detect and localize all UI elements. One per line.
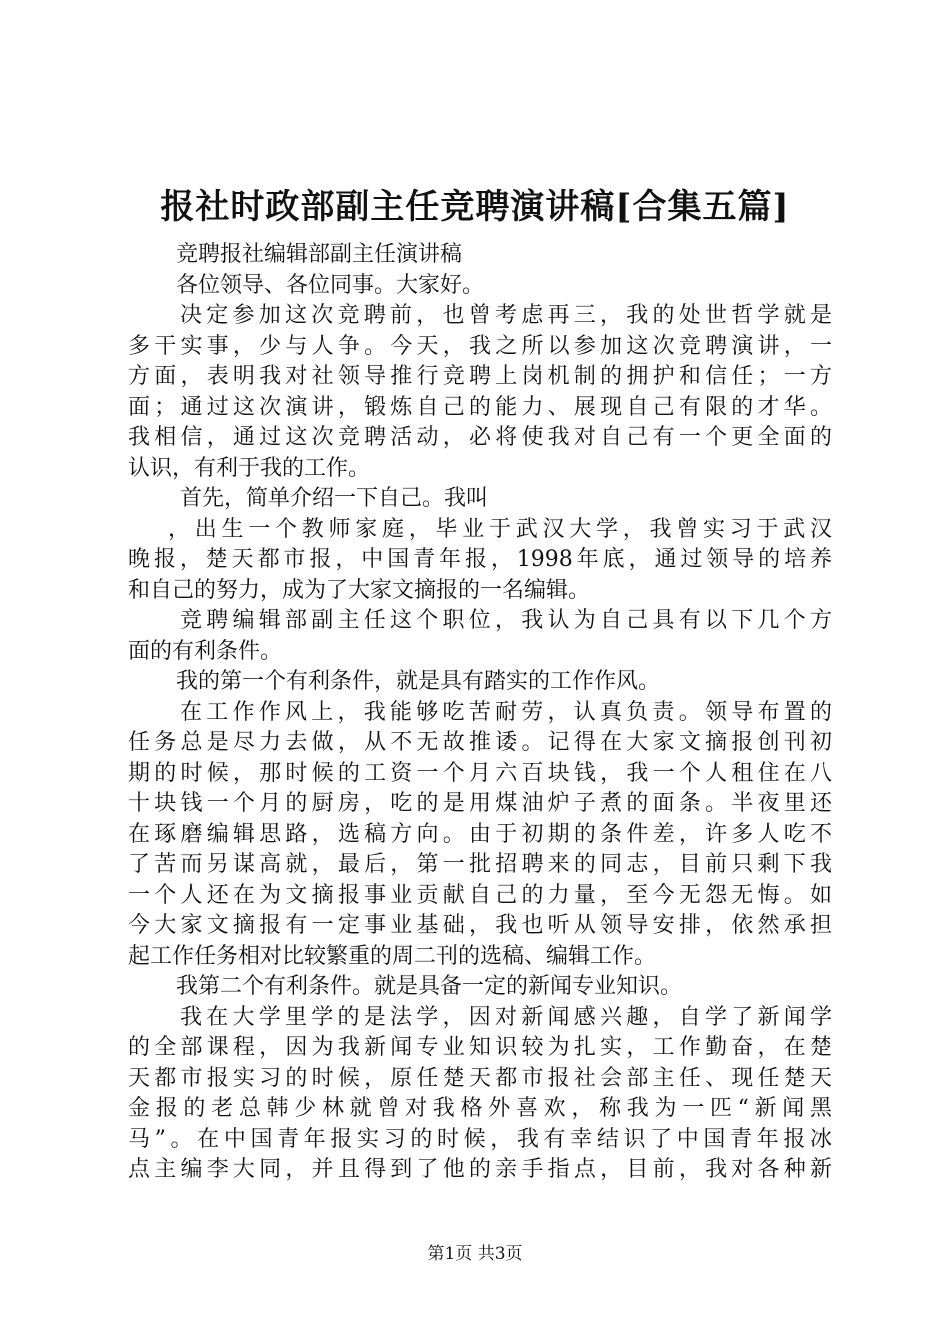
body-line: 各位领导、各位同事。大家好。 [176,272,485,298]
document-title: 报社时政部副主任竞聘演讲稿[合集五篇] [160,187,790,227]
body-line: 马”。在中国青年报实习的时候，我有幸结识了中国青年报冰 [128,1126,832,1152]
body-line: 十块钱一个月的厨房，吃的是用煤油炉子煮的面条。半夜里还 [128,791,832,816]
body-line: 期的时候，那时候的工资一个月六百块钱，我一个人租住在八 [128,760,832,786]
body-line: 和自己的努力，成为了大家文摘报的一名编辑。 [128,577,591,603]
body-line: 认识，有利于我的工作。 [128,455,371,481]
body-line: 点主编李大同，并且得到了他的亲手指点，目前，我对各种新 [128,1157,832,1182]
body-line: ，出生一个教师家庭，毕业于武汉大学，我曾实习于武汉 [168,516,832,542]
body-line: 在工作作风上，我能够吃苦耐劳，认真负责。领导布置的 [180,699,832,725]
body-line: 面的有利条件。 [128,638,283,664]
body-line: 今大家文摘报有一定事业基础，我也听从领导安排，依然承担 [128,913,832,938]
body-line: 面；通过这次演讲，锻炼自己的能力、展现自己有限的才华。 [128,394,832,420]
body-line: 方面，表明我对社领导推行竞聘上岗机制的拥护和信任；一方 [128,364,832,389]
body-line: 决定参加这次竞聘前，也曾考虑再三，我的处世哲学就是 [180,303,832,328]
body-line: 我第二个有利条件。就是具备一定的新闻专业知识。 [176,974,683,999]
body-line: 任务总是尽力去做，从不无故推诿。记得在大家文摘报创刊初 [128,730,832,755]
body-line: 晚报，楚天都市报，中国青年报，1998年底，通过领导的培养 [128,547,832,572]
body-line: 起工作任务相对比较繁重的周二刊的选稿、编辑工作。 [128,943,657,969]
body-line: 我相信，通过这次竞聘活动，必将使我对自己有一个更全面的 [128,425,832,450]
body-line: 多干实事，少与人争。今天，我之所以参加这次竞聘演讲，一 [128,333,832,359]
body-line: 在琢磨编辑思路，选稿方向。由于初期的条件差，许多人吃不 [128,821,832,847]
body-line: 金报的老总韩少林就曾对我格外喜欢，称我为一匹“新闻黑 [128,1096,832,1121]
body-line: 竞聘编辑部副主任这个职位，我认为自己具有以下几个方 [180,608,832,633]
body-line: 我在大学里学的是法学，因对新闻感兴趣，自学了新闻学 [180,1004,832,1030]
document-body [128,240,832,1186]
body-line: 首先，简单介绍一下自己。我叫 [180,486,489,511]
body-line: 我的第一个有利条件，就是具有踏实的工作作风。 [176,669,661,694]
body-line: 一个人还在为文摘报事业贡献自己的力量，至今无怨无悔。如 [128,882,832,908]
body-line: 的全部课程，因为我新闻专业知识较为扎实，工作勤奋，在楚 [128,1035,832,1060]
body-line: 天都市报实习的时候，原任楚天都市报社会部主任、现任楚天 [128,1065,832,1091]
body-line: 了苦而另谋高就，最后，第一批招聘来的同志，目前只剩下我 [128,852,832,877]
page-number-footer: 第1页 共3页 [427,1244,523,1264]
body-line: 竞聘报社编辑部副主任演讲稿 [176,242,463,267]
